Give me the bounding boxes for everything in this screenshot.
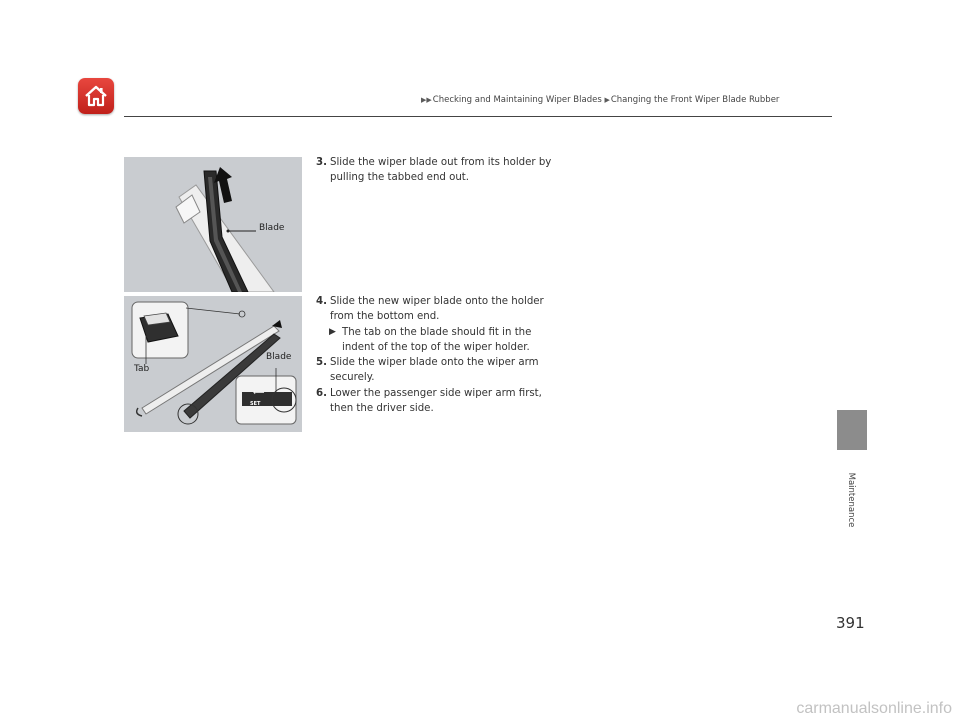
breadcrumb-link-2[interactable]: Changing the Front Wiper Blade Rubber [610, 95, 780, 105]
step-number: 4. [316, 296, 327, 307]
step-group-1 [316, 155, 566, 186]
callout-tab-label: Tab [134, 364, 150, 374]
inset-set-label: SET [250, 401, 261, 407]
callout-blade-label: Blade [266, 352, 292, 362]
step-4 [316, 294, 566, 325]
blade-install-illustration [124, 296, 302, 432]
step-4-note [316, 325, 566, 356]
breadcrumb-arrow-icon: ▶ [604, 96, 610, 104]
page-number: 391 [836, 614, 865, 632]
home-button[interactable] [78, 78, 114, 114]
note-arrow-icon: ▶ [329, 326, 336, 337]
inset-arrow-label: ⟵ [253, 388, 265, 397]
step-number: 3. [316, 157, 327, 168]
step-5 [316, 355, 566, 386]
note-text: The tab on the blade should fit in the indent of the top of the wiper holder. [342, 326, 532, 353]
callout-blade-label: Blade [259, 223, 285, 233]
breadcrumb-arrow-icon: ▶▶ [421, 96, 432, 104]
section-tab-marker[interactable] [837, 410, 867, 450]
step-group-2 [316, 294, 566, 416]
header-divider [124, 116, 832, 117]
breadcrumb-link-1[interactable]: Checking and Maintaining Wiper Blades [432, 95, 602, 105]
step-text: Slide the wiper blade onto the wiper arm securely. [330, 357, 539, 384]
breadcrumb [421, 95, 779, 105]
figure-blade-removal [124, 157, 302, 292]
step-number: 5. [316, 357, 327, 369]
step-3 [316, 155, 566, 186]
step-number: 6. [316, 387, 327, 399]
figure-blade-install [124, 296, 302, 432]
step-text: Lower the passenger side wiper arm first, then the driver side. [330, 387, 542, 415]
step-text: Slide the wiper blade out from its holder by pulling the tabbed end out. [330, 157, 552, 184]
step-6 [316, 386, 566, 417]
home-icon [83, 83, 109, 109]
section-tab-label: Maintenance [846, 472, 856, 528]
watermark: carmanualsonline.info [796, 700, 952, 717]
step-text: Slide the new wiper blade onto the holder from the bottom end. [330, 296, 544, 323]
